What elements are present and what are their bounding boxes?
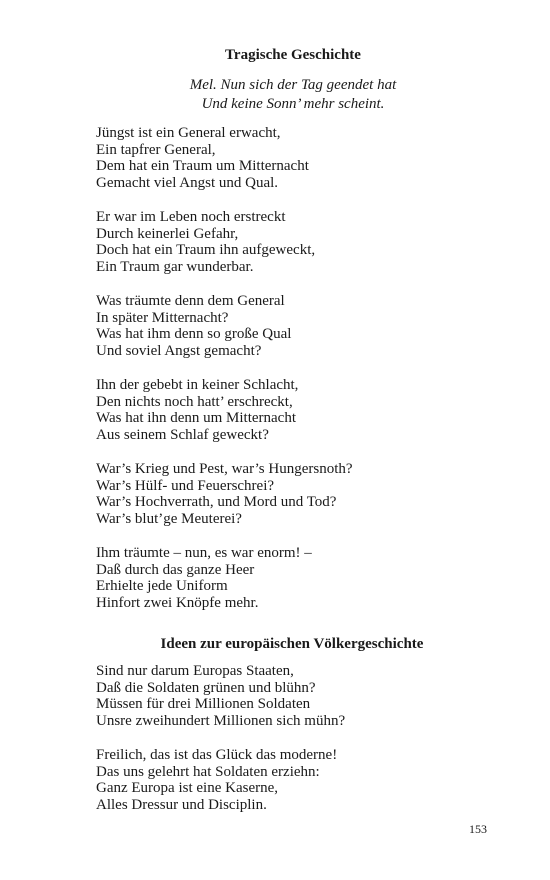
stanza [96,377,298,444]
verse-line: Dem hat ein Traum um Mitternacht [96,158,309,175]
verse-line: Aus seinem Schlaf geweckt? [96,427,269,444]
verse-line: Unsre zweihundert Millionen sich mühn? [96,713,346,730]
stanza [96,293,291,360]
verse-line: War’s blut’ge Meuterei? [96,511,242,528]
verse-line: Er war im Leben noch erstreckt [96,209,286,225]
epigraph-line: Mel. Nun sich der Tag geendet hat [189,77,397,93]
stanza [96,125,309,192]
stanza [96,545,312,612]
verse-line: Sind nur darum Europas Staaten, [96,663,294,679]
verse-line: In später Mitternacht? [96,309,229,326]
verse-line: Alles Dressur und Disciplin. [96,797,267,814]
page-number: 153 [469,822,487,836]
verse-line: Ganz Europa ist eine Kaserne, [96,780,279,797]
verse-line: Ein Traum gar wunderbar. [96,259,254,276]
stanza [96,461,353,528]
verse-line: Ihn der gebebt in keiner Schlacht, [96,377,299,393]
verse-line: Daß die Soldaten grünen und blühn? [96,679,316,696]
verse-line: Durch keinerlei Gefahr, [96,225,239,242]
poem-title: Tragische Geschichte [225,47,361,63]
verse-line: Erhielte jede Uniform [96,578,228,595]
poem-epigraph [18,76,550,114]
verse-line: Jüngst ist ein General erwacht, [96,125,281,141]
verse-line: War’s Hülf- und Feuerschrei? [96,477,275,494]
epigraph-line: Und keine Sonn’ mehr scheint. [201,96,385,112]
verse-line: Was hat ihn denn um Mitternacht [96,410,296,427]
verse-line: Ein tapfrer General, [96,141,216,158]
verse-line: Und soviel Angst gemacht? [96,343,262,360]
stanza [96,209,315,276]
verse-line: Müssen für drei Millionen Soldaten [96,696,311,713]
verse-line: Gemacht viel Angst und Qual. [96,175,279,192]
verse-line: Freilich, das ist das Glück das moderne! [96,747,338,763]
verse-line: Daß durch das ganze Heer [96,561,255,578]
verse-line: Den nichts noch hatt’ erschreckt, [96,393,293,410]
stanza [96,663,345,730]
poem-title: Ideen zur europäischen Völkergeschichte [160,636,424,652]
verse-line: Ihm träumte – nun, es war enorm! – [96,545,312,561]
verse-line: War’s Krieg und Pest, war’s Hungersnoth? [96,461,353,477]
verse-line: Was träumte denn dem General [96,293,285,309]
verse-line: Doch hat ein Traum ihn aufgeweckt, [96,242,316,259]
verse-line: Was hat ihm denn so große Qual [96,326,292,343]
stanza [96,747,337,814]
verse-line: Das uns gelehrt hat Soldaten erziehn: [96,763,320,780]
verse-line: Hinfort zwei Knöpfe mehr. [96,595,259,612]
verse-line: War’s Hochverrath, und Mord und Tod? [96,494,337,511]
